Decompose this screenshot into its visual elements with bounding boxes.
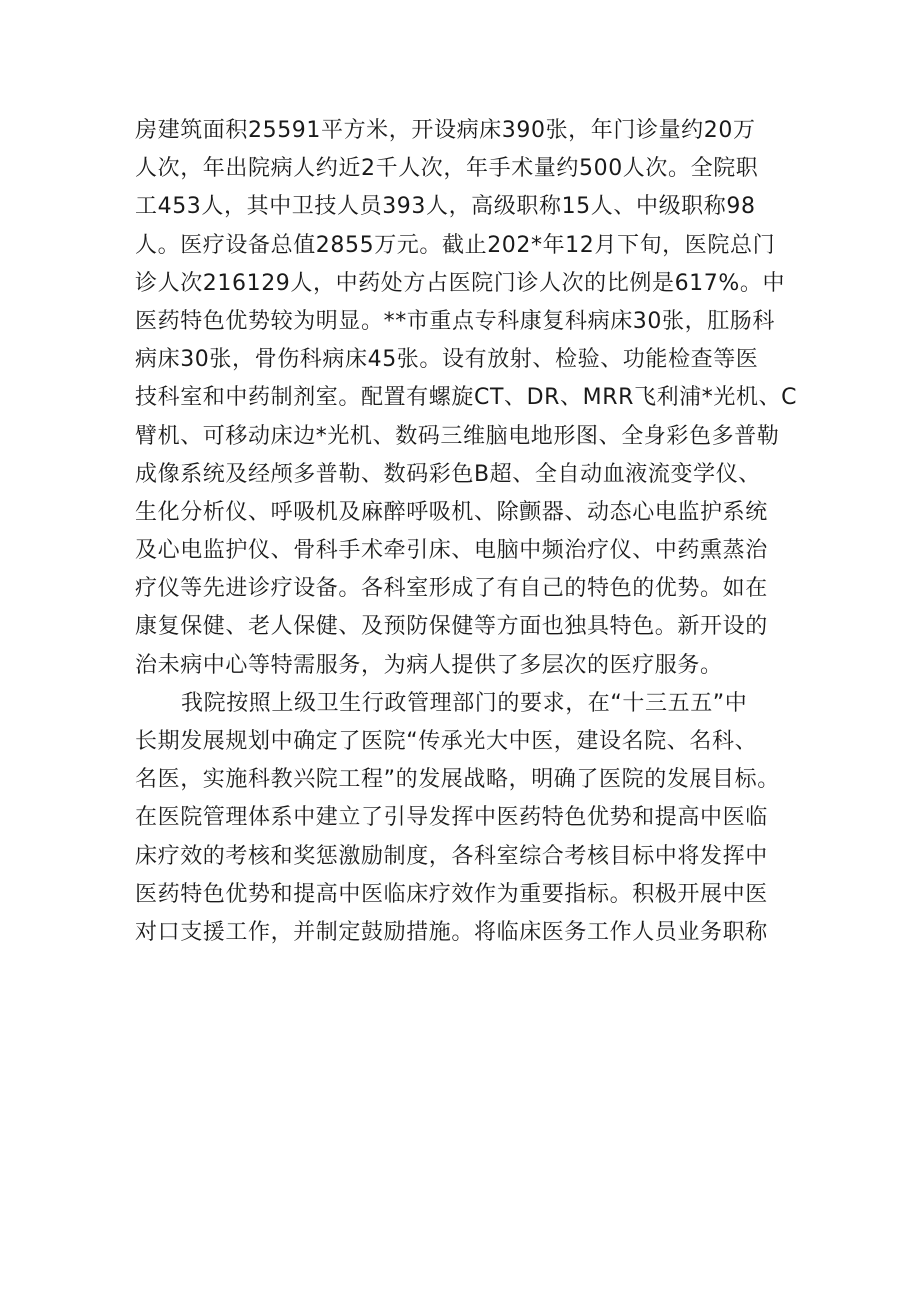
text-line: 对口支援工作，并制定鼓励措施。将临床医务工作人员业务职称 <box>135 919 768 945</box>
text-line: 疗仪等先进诊疗设备。各科室形成了有自己的特色的优势。如在 <box>135 576 768 602</box>
text-line: 臂机、可移动床边*光机、数码三维脑电地形图、全身彩色多普勒 <box>135 423 780 449</box>
paragraph-development-plan <box>135 685 795 952</box>
text-line: 人。医疗设备总值2855万元。截止202*年12月下旬，医院总门 <box>135 232 776 258</box>
text-line: 成像系统及经颅多普勒、数码彩色B超、全自动血液流变学仪、 <box>135 461 761 487</box>
text-line: 治未病中心等特需服务，为病人提供了多层次的医疗服务。 <box>135 652 723 678</box>
text-line: 医药特色优势和提高中医临床疗效作为重要指标。积极开展中医 <box>135 881 768 907</box>
text-line: 名医，实施科教兴院工程”的发展战略，明确了医院的发展目标。 <box>135 767 780 793</box>
text-line: 工453人，其中卫技人员393人，高级职称15人、中级职称98 <box>135 194 756 220</box>
text-line: 在医院管理体系中建立了引导发挥中医药特色优势和提高中医临 <box>135 805 768 831</box>
paragraph-facility-overview <box>135 112 798 685</box>
text-line: 技科室和中药制剂室。配置有螺旋CT、DR、MRR飞利浦*光机、C <box>135 385 798 411</box>
text-line: 医药特色优势较为明显。**市重点专科康复科病床30张，肛肠科 <box>135 308 775 334</box>
document-body <box>135 112 798 952</box>
text-line: 诊人次216129人，中药处方占医院门诊人次的比例是617%。中 <box>135 270 786 296</box>
text-line: 我院按照上级卫生行政管理部门的要求，在“十三五五”中 <box>181 690 748 716</box>
text-line: 病床30张，骨伤科病床45张。设有放射、检验、功能检查等医 <box>135 347 759 373</box>
text-line: 及心电监护仪、骨科手术牵引床、电脑中频治疗仪、中药熏蒸治 <box>135 538 768 564</box>
text-line: 生化分析仪、呼吸机及麻醉呼吸机、除颤器、动态心电监护系统 <box>135 499 768 525</box>
text-line: 长期发展规划中确定了医院“传承光大中医，建设名院、名科、 <box>135 729 758 754</box>
text-line: 人次，年出院病人约近2千人次，年手术量约500人次。全院职 <box>135 156 759 182</box>
text-line: 床疗效的考核和奖惩激励制度，各科室综合考核目标中将发挥中 <box>135 843 768 869</box>
text-line: 康复保健、老人保健、及预防保健等方面也独具特色。新开设的 <box>135 614 768 640</box>
text-line: 房建筑面积25591平方米，开设病床390张，年门诊量约20万 <box>135 118 756 143</box>
